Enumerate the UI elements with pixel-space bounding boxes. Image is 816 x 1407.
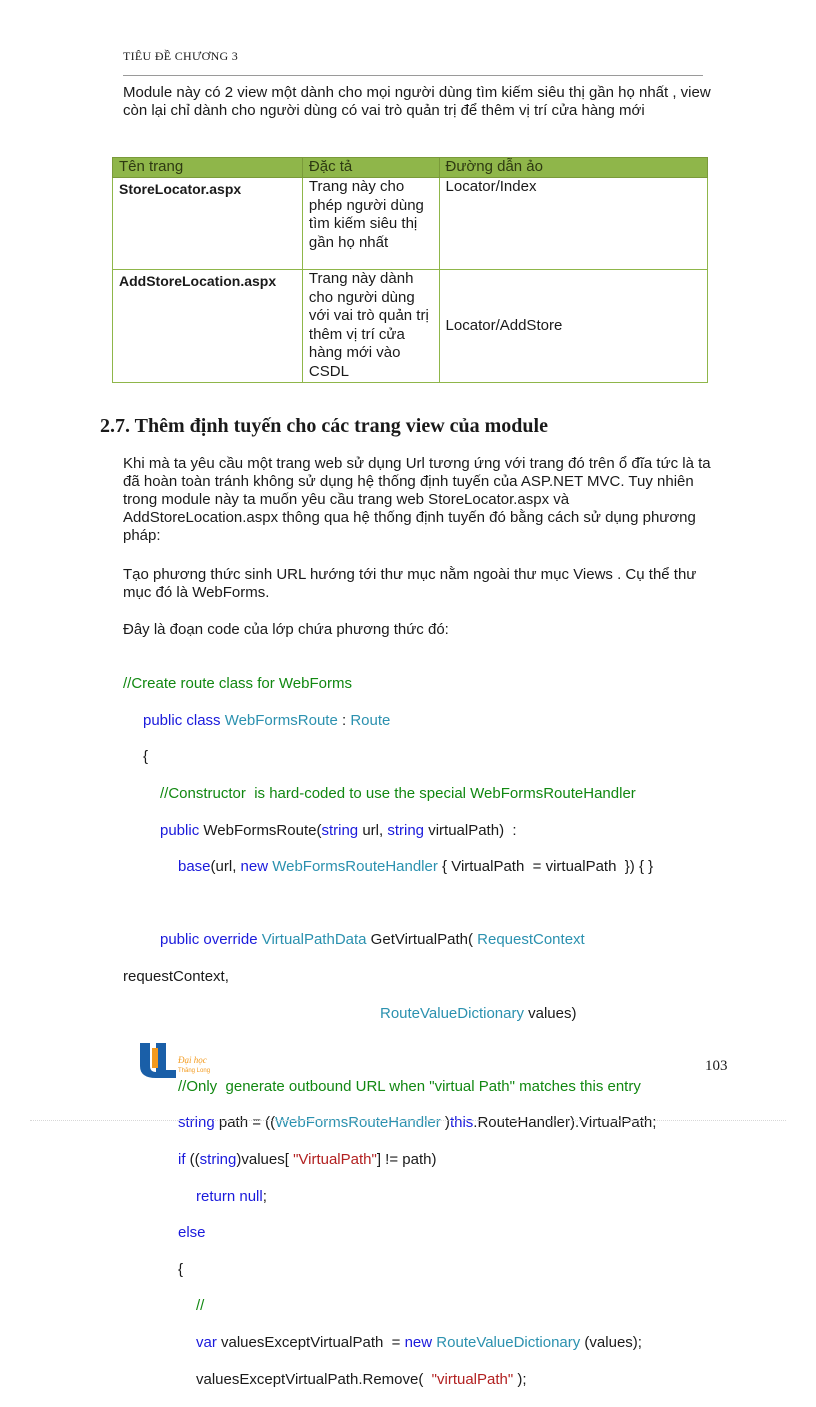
code-line <box>123 785 723 803</box>
code-line <box>123 1005 723 1023</box>
column-header-description: Đặc tả <box>302 158 439 178</box>
code-type: WebFormsRoute <box>224 711 338 729</box>
code-text: (( <box>185 1151 200 1169</box>
code-text: values) <box>523 1004 577 1022</box>
code-keyword: if <box>178 1151 186 1169</box>
section-heading: 2.7. Thêm định tuyến cho các trang view của module <box>100 415 548 437</box>
table-row <box>113 178 708 270</box>
code-line <box>123 1261 723 1279</box>
code-keyword: public override <box>160 931 262 949</box>
body-paragraph-1: Khi mà ta yêu cầu một trang web sử dụng Url tương ứng với trang đó trên ổ đĩa tức là ta đã hoàn toàn tránh không sử dụng hệ thống định tuyến của ASP.NET MVC. Tuy nhiên trong module này ta muốn yêu cầu trang web StoreLocator.aspx và AddStoreLocation.aspx thông qua hệ thống định tuyến đó bằng cách sử dụng phương pháp: <box>123 455 711 544</box>
code-type: RequestContext <box>477 931 585 949</box>
code-line <box>123 1188 723 1206</box>
code-keyword: var <box>196 1333 217 1351</box>
virtual-path-cell: Locator/AddStore <box>439 270 707 383</box>
code-type: WebFormsRouteHandler <box>275 1114 441 1132</box>
code-text: { <box>178 1260 184 1278</box>
code-keyword: null <box>239 1187 263 1205</box>
code-text: WebFormsRoute( <box>199 821 322 839</box>
page-number: 103 <box>705 1058 728 1074</box>
code-type: Route <box>350 711 391 729</box>
code-line <box>123 1334 723 1352</box>
code-keyword: string <box>178 1114 215 1132</box>
code-text: ] != path) <box>376 1151 437 1169</box>
code-text: GetVirtualPath( <box>366 931 478 949</box>
code-keyword: public class <box>143 711 225 729</box>
code-text: virtualPath) : <box>424 821 517 839</box>
code-string: "VirtualPath" <box>293 1151 377 1169</box>
code-keyword: new <box>404 1333 433 1351</box>
virtual-path-cell: Locator/Index <box>439 178 707 270</box>
code-comment: //Constructor is hard-coded to use the special WebFormsRouteHandler <box>160 785 636 803</box>
code-line <box>123 712 723 730</box>
code-line <box>123 675 723 693</box>
code-text: url, <box>358 821 388 839</box>
description-cell: Trang này cho phép người dùng tìm kiếm siêu thị gần họ nhất <box>302 178 439 270</box>
code-string: "virtualPath" <box>431 1370 514 1388</box>
code-comment: // <box>196 1297 205 1315</box>
code-line <box>123 822 723 840</box>
code-text: valuesExceptVirtualPath.Remove( <box>196 1370 432 1388</box>
body-paragraph-2: Tạo phương thức sinh URL hướng tới thư mục nằm ngoài thư mục Views . Cụ thể thư mục đó là WebForms. <box>123 566 697 601</box>
code-keyword: string <box>321 821 359 839</box>
code-keyword: return <box>196 1187 236 1205</box>
code-text: : <box>337 711 351 729</box>
view-pages-table <box>112 157 708 383</box>
code-line <box>123 748 723 766</box>
column-header-virtual-path: Đường dẫn ảo <box>439 158 707 178</box>
code-text: )values[ <box>236 1151 294 1169</box>
code-line <box>123 895 723 913</box>
code-keyword: else <box>178 1224 206 1242</box>
code-line <box>123 858 723 876</box>
code-keyword: this <box>449 1114 474 1132</box>
code-text: { <box>143 748 149 766</box>
chapter-header: TIÊU ĐỀ CHƯƠNG 3 <box>123 49 239 63</box>
code-line <box>123 931 723 949</box>
code-keyword: string <box>387 821 425 839</box>
code-comment: //Only generate outbound URL when "virtual Path" matches this entry <box>178 1077 641 1095</box>
code-keyword: new <box>240 858 269 876</box>
description-cell: Trang này dành cho người dùng với vai trò quản trị thêm vị trí cửa hàng mới vào CSDL <box>302 270 439 383</box>
code-type: RouteValueDictionary <box>436 1333 581 1351</box>
code-text: .RouteHandler).VirtualPath; <box>473 1114 657 1132</box>
code-text: valuesExceptVirtualPath = <box>216 1333 405 1351</box>
code-text: { VirtualPath = virtualPath }) { } <box>437 858 654 876</box>
code-text: ) <box>440 1114 450 1132</box>
code-line <box>123 1114 723 1132</box>
page-name-cell: AddStoreLocation.aspx <box>113 270 303 383</box>
code-type: RouteValueDictionary <box>380 1004 524 1022</box>
code-text: (url, <box>210 858 241 876</box>
header-divider <box>123 75 703 76</box>
body-paragraph-3: Đây là đoạn code của lớp chứa phương thức đó: <box>123 621 449 638</box>
code-type: VirtualPathData <box>261 931 367 949</box>
code-keyword: public <box>160 821 200 839</box>
code-line <box>123 968 723 986</box>
code-comment: //Create route class for WebForms <box>123 675 352 693</box>
code-text: (values); <box>580 1333 642 1351</box>
code-text: path = (( <box>214 1114 276 1132</box>
code-text: requestContext, <box>123 968 229 986</box>
code-line <box>123 1224 723 1242</box>
code-line <box>123 1297 723 1315</box>
code-block <box>123 657 723 1407</box>
logo-text-line-2: Thăng Long <box>178 1068 211 1074</box>
column-header-page-name: Tên trang <box>113 158 303 178</box>
code-keyword: base <box>178 858 211 876</box>
code-text: ; <box>262 1187 267 1205</box>
page-name-cell: StoreLocator.aspx <box>113 178 303 270</box>
code-line <box>123 1078 723 1096</box>
table-row <box>113 270 708 383</box>
page-bottom-divider <box>30 1120 786 1121</box>
code-type: WebFormsRouteHandler <box>272 858 438 876</box>
table-header-row <box>113 158 708 178</box>
intro-paragraph: Module này có 2 view một dành cho mọi người dùng tìm kiếm siêu thị gần họ nhất , view còn lại chỉ dành cho người dùng có vai trò quản trị để thêm vị trí cửa hàng mới <box>123 84 711 119</box>
code-line <box>123 1371 723 1389</box>
code-text: ); <box>513 1370 527 1388</box>
code-line <box>123 1151 723 1169</box>
logo-text-line-1: Đại học <box>178 1055 207 1065</box>
university-logo <box>138 1040 228 1080</box>
code-keyword: string <box>199 1151 237 1169</box>
